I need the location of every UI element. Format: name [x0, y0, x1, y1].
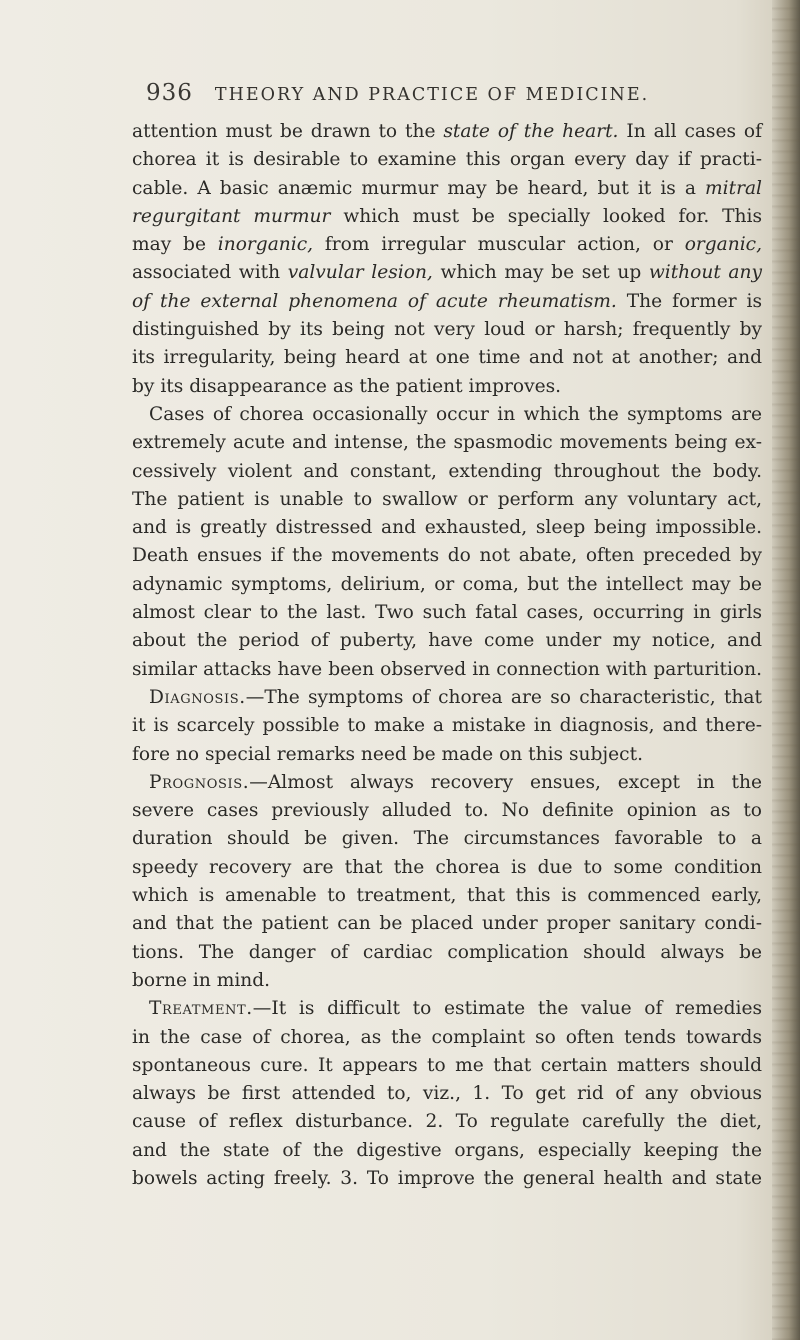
text-line: [132, 825, 762, 853]
section-heading: Treatment.: [149, 998, 253, 1020]
text-segment: almost clear to the last. Two such fatal cases, occurring in girls: [132, 602, 762, 624]
running-head: [146, 80, 649, 106]
text-segment: cable. A basic anæmic murmur may be heard, but it is a: [132, 177, 706, 199]
running-title: THEORY AND PRACTICE OF MEDICINE.: [214, 85, 650, 105]
text-segment: severe cases previously alluded to. No definite opinion as to: [132, 800, 762, 822]
text-segment: from irregular muscular action, or: [313, 234, 685, 256]
text-line: [132, 571, 762, 599]
text-segment: cessively violent and constant, extending throughout the body.: [132, 460, 762, 482]
text-segment: —Almost always recovery ensues, except in the: [249, 771, 762, 793]
text-segment: —It is difficult to estimate the value of remedies: [252, 998, 762, 1020]
text-line: [132, 401, 762, 429]
text-line: [132, 118, 762, 146]
text-segment: chorea it is desirable to examine this organ every day if practi-: [132, 149, 762, 171]
text-segment: and is greatly distressed and exhausted, sleep being impossible.: [132, 517, 762, 539]
text-segment: attention must be drawn to the: [132, 121, 444, 142]
text-segment: extremely acute and intense, the spasmodic movements being ex-: [132, 432, 762, 454]
text-segment: Cases of chorea occasionally occur in which the symptoms are: [149, 403, 762, 425]
italic-phrase: without any: [648, 262, 762, 284]
text-line: [132, 769, 762, 797]
text-segment: and the state of the digestive organs, especially keeping the: [132, 1139, 762, 1161]
text-segment: The patient is unable to swallow or perform any voluntary act,: [132, 488, 762, 510]
text-line: [132, 656, 762, 684]
text-line: [132, 486, 762, 514]
italic-phrase: valvular lesion,: [287, 262, 433, 284]
text-segment: borne in mind.: [132, 969, 271, 991]
text-segment: The former is: [616, 290, 763, 312]
italic-phrase: inorganic,: [217, 234, 314, 256]
text-line: [132, 373, 762, 401]
text-line: [132, 1080, 762, 1108]
text-segment: distinguished by its being not very loud or harsh; frequently by: [132, 319, 762, 341]
text-line: [132, 995, 762, 1023]
text-line: [132, 146, 762, 174]
text-segment: which is amenable to treatment, that this is commenced early,: [132, 885, 762, 907]
text-segment: it is scarcely possible to make a mistake in diagnosis, and there-: [132, 715, 762, 737]
text-segment: always be first attended to, viz., 1. To get rid of any obvious: [132, 1083, 762, 1105]
text-line: [132, 1024, 762, 1052]
text-line: [132, 712, 762, 740]
text-segment: similar attacks have been observed in connection with parturition.: [132, 658, 762, 680]
text-line: [132, 231, 762, 259]
text-segment: tions. The danger of cardiac complication should always be: [132, 941, 762, 963]
text-segment: about the period of puberty, have come under my notice, and: [132, 630, 762, 652]
italic-phrase: of the external phenomena of acute rheumatism.: [132, 290, 617, 312]
italic-phrase: state of the heart.: [443, 121, 619, 142]
text-line: [132, 203, 762, 231]
text-segment: in the case of chorea, as the complaint so often tends towards: [132, 1026, 762, 1048]
text-segment: fore no special remarks need be made on this subject.: [132, 743, 643, 765]
text-line: [132, 288, 762, 316]
section-heading: Diagnosis.: [149, 686, 246, 708]
italic-phrase: organic,: [684, 234, 763, 256]
text-segment: which may be set up: [432, 262, 649, 284]
text-line: [132, 344, 762, 372]
text-line: [132, 1052, 762, 1080]
text-line: [132, 259, 762, 287]
text-line: [132, 175, 762, 203]
text-segment: associated with: [132, 262, 288, 284]
text-segment: duration should be given. The circumstances favorable to a: [132, 828, 762, 850]
text-line: [132, 939, 762, 967]
text-line: [132, 882, 762, 910]
text-segment: speedy recovery are that the chorea is due to some condition: [132, 856, 762, 878]
text-line: [132, 910, 762, 938]
text-segment: may be: [132, 234, 218, 256]
text-segment: —The symptoms of chorea are so characteristic, that: [245, 686, 762, 708]
text-line: [132, 627, 762, 655]
text-line: [132, 316, 762, 344]
text-line: [132, 429, 762, 457]
text-line: [132, 854, 762, 882]
text-segment: which must be specially looked for. This: [330, 205, 763, 227]
text-line: [132, 1165, 762, 1193]
text-line: [132, 967, 762, 995]
section-heading: Prognosis.: [149, 771, 250, 793]
text-segment: Death ensues if the movements do not abate, often preceded by: [132, 545, 762, 567]
text-segment: adynamic symptoms, delirium, or coma, but the intellect may be: [132, 573, 762, 595]
text-line: [132, 684, 762, 712]
text-segment: bowels acting freely. 3. To improve the general health and state: [132, 1167, 762, 1189]
text-line: [132, 458, 762, 486]
text-segment: cause of reflex disturbance. 2. To regulate carefully the diet,: [132, 1111, 762, 1133]
page-number: 936: [146, 80, 193, 106]
text-line: [132, 1137, 762, 1165]
page-binding-edge: [772, 0, 800, 1340]
body-text: [132, 118, 762, 1193]
text-line: [132, 741, 762, 769]
text-segment: In all cases of: [618, 121, 762, 142]
italic-phrase: regurgitant murmur: [132, 205, 331, 227]
text-line: [132, 514, 762, 542]
text-line: [132, 542, 762, 570]
text-line: [132, 1108, 762, 1136]
text-line: [132, 599, 762, 627]
italic-phrase: mitral: [705, 177, 762, 199]
text-line: [132, 797, 762, 825]
text-segment: its irregularity, being heard at one time and not at another; and: [132, 347, 762, 369]
text-segment: and that the patient can be placed under proper sanitary condi-: [132, 913, 762, 935]
text-segment: spontaneous cure. It appears to me that certain matters should: [132, 1054, 762, 1076]
text-segment: by its disappearance as the patient improves.: [132, 375, 562, 397]
